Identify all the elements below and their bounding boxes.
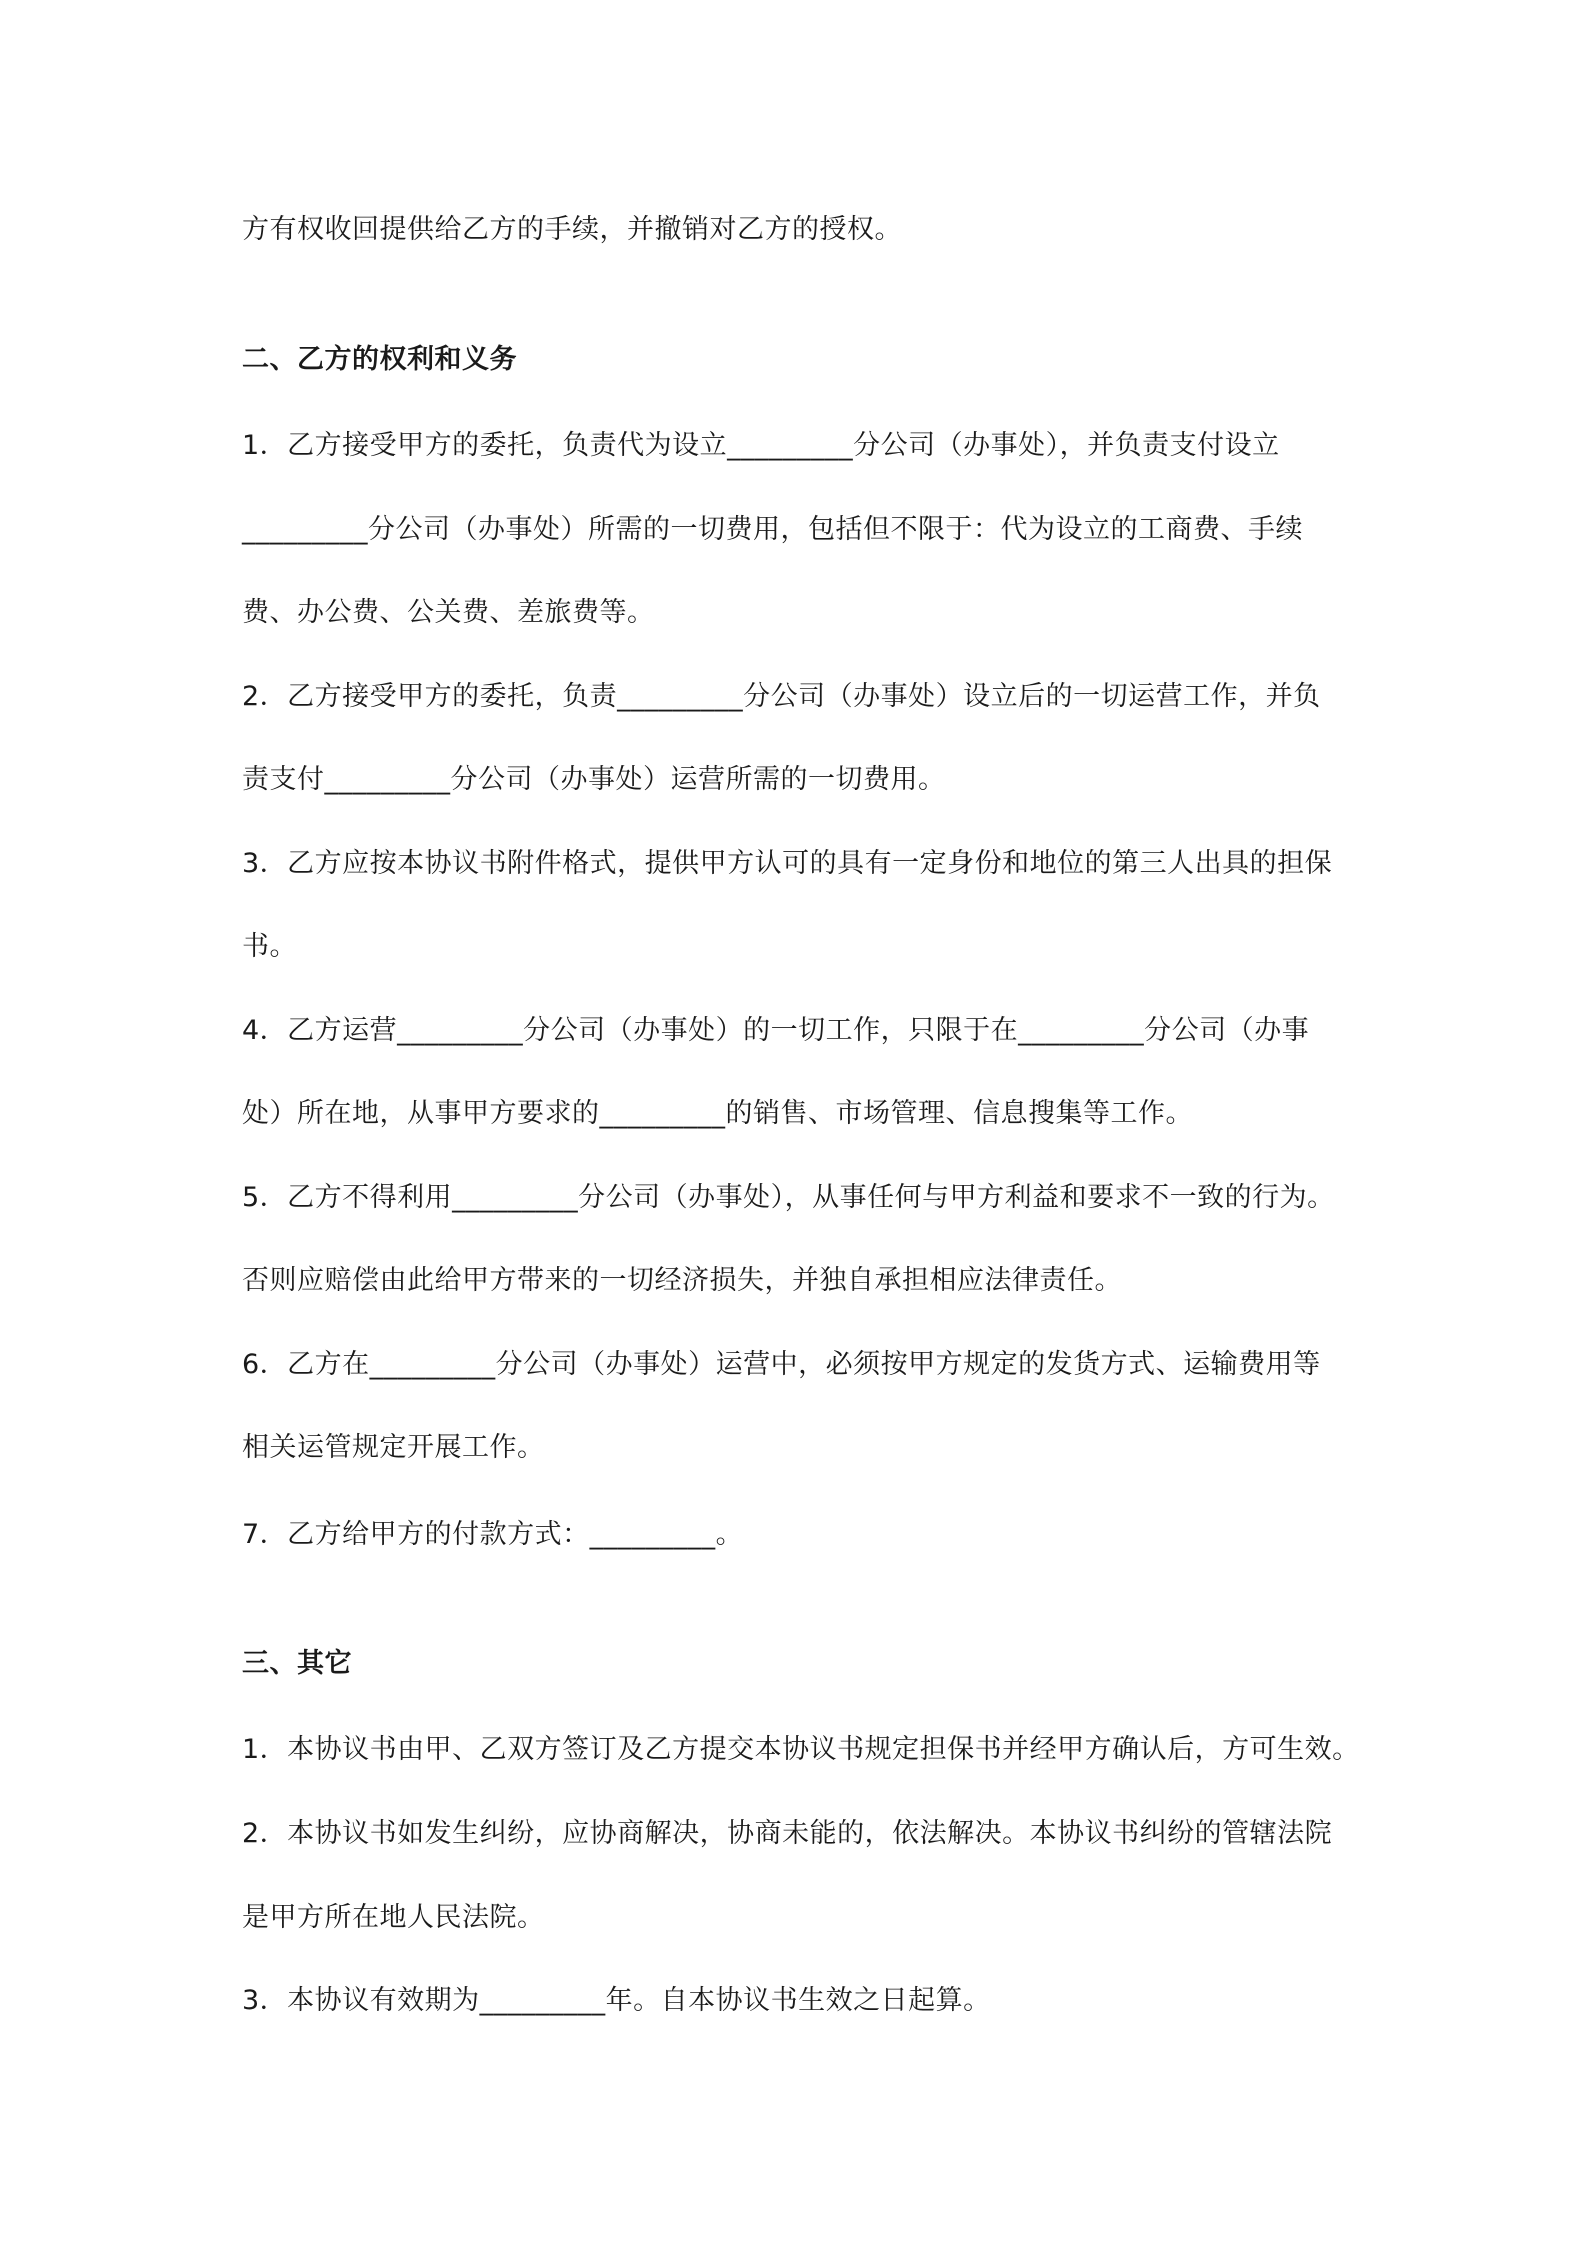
paragraph-line: 方有权收回提供给乙方的手续，并撤销对乙方的授权。 xyxy=(242,214,902,245)
paragraph-line: 1．乙方接受甲方的委托，负责代为设立_________分公司（办事处），并负责支付设立 xyxy=(242,430,1280,461)
paragraph-line: 是甲方所在地人民法院。 xyxy=(242,1902,545,1933)
section-heading: 三、其它 xyxy=(242,1648,352,1679)
paragraph-line: 3．乙方应按本协议书附件格式，提供甲方认可的具有一定身份和地位的第三人出具的担保 xyxy=(242,848,1333,879)
paragraph-line: 1．本协议书由甲、乙双方签订及乙方提交本协议书规定担保书并经甲方确认后，方可生效。 xyxy=(242,1734,1360,1765)
paragraph-line: 2．本协议书如发生纠纷，应协商解决，协商未能的，依法解决。本协议书纠纷的管辖法院 xyxy=(242,1818,1333,1849)
paragraph-line: 责支付_________分公司（办事处）运营所需的一切费用。 xyxy=(242,764,946,795)
paragraph-line: 6．乙方在_________分公司（办事处）运营中，必须按甲方规定的发货方式、运输费用等 xyxy=(242,1349,1321,1380)
paragraph-line: 7．乙方给甲方的付款方式：_________。 xyxy=(242,1519,744,1550)
paragraph-line: 处）所在地，从事甲方要求的_________的销售、市场管理、信息搜集等工作。 xyxy=(242,1098,1193,1129)
paragraph-line: 否则应赔偿由此给甲方带来的一切经济损失，并独自承担相应法律责任。 xyxy=(242,1265,1122,1296)
paragraph-line: 4．乙方运营_________分公司（办事处）的一切工作，只限于在_________分公司（办事 xyxy=(242,1015,1310,1046)
paragraph-line: 3．本协议有效期为_________年。自本协议书生效之日起算。 xyxy=(242,1985,991,2016)
section-heading: 二、乙方的权利和义务 xyxy=(242,344,517,375)
paragraph-line: _________分公司（办事处）所需的一切费用，包括但不限于：代为设立的工商费、手续 xyxy=(242,514,1303,545)
paragraph-line: 2．乙方接受甲方的委托，负责_________分公司（办事处）设立后的一切运营工作，并负 xyxy=(242,681,1321,712)
paragraph-line: 相关运管规定开展工作。 xyxy=(242,1432,545,1463)
paragraph-line: 费、办公费、公关费、差旅费等。 xyxy=(242,597,655,628)
paragraph-line: 书。 xyxy=(242,931,297,962)
paragraph-line: 5．乙方不得利用_________分公司（办事处），从事任何与甲方利益和要求不一致的行为。 xyxy=(242,1182,1335,1213)
